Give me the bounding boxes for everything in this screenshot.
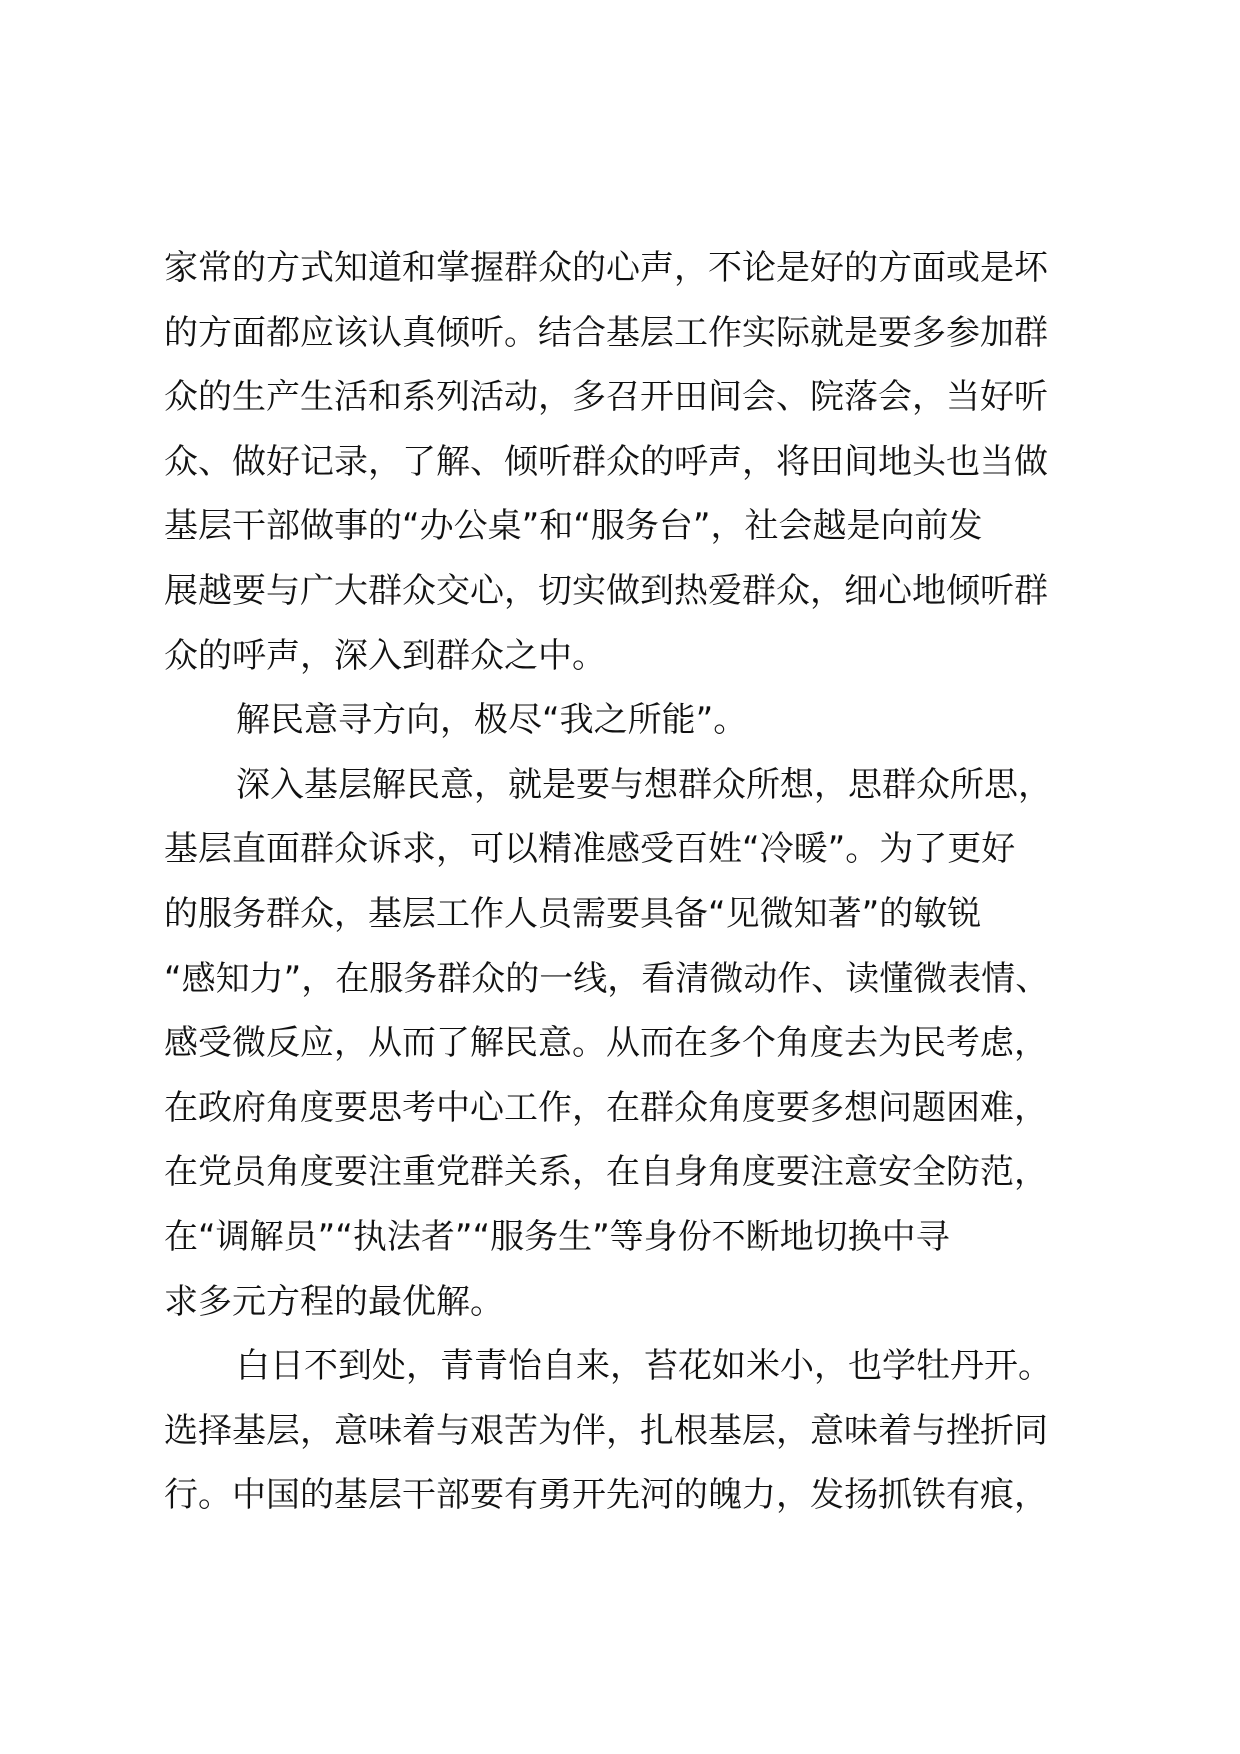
text-line: 选择基层，意味着与艰苦为伴，扎根基层，意味着与挫折同: [164, 1410, 1048, 1451]
text-line: 的方面都应该认真倾听。结合基层工作实际就是要多参加群: [164, 312, 1048, 353]
paragraph-heading: 解民意寻方向，极尽“我之所能”。: [236, 700, 748, 741]
text-line: 求多元方程的最优解。: [164, 1281, 504, 1322]
text-line: 展越要与广大群众交心，切实做到热爱群众，细心地倾听群: [164, 570, 1048, 611]
text-line: 在党员角度要注重党群关系，在自身角度要注意安全防范，: [164, 1152, 1048, 1193]
text-line: 基层干部做事的“办公桌”和“服务台”，社会越是向前发: [164, 506, 983, 547]
text-line: 深入基层解民意，就是要与想群众所想，思群众所思，: [236, 764, 1052, 805]
text-line: “感知力”，在服务群众的一线，看清微动作、读懂微表情、: [164, 958, 1050, 999]
text-line: 在政府角度要思考中心工作，在群众角度要多想问题困难，: [164, 1087, 1048, 1128]
text-line: 白日不到处，青青怡自来，苔花如米小，也学牡丹开。: [236, 1346, 1052, 1387]
text-line: 众的呼声，深入到群众之中。: [164, 635, 606, 676]
text-line: 众的生产生活和系列活动，多召开田间会、院落会，当好听: [164, 377, 1048, 418]
text-line: 感受微反应，从而了解民意。从而在多个角度去为民考虑，: [164, 1023, 1048, 1064]
text-line: 家常的方式知道和掌握群众的心声，不论是好的方面或是坏: [164, 248, 1048, 288]
text-line: 在“调解员”“执法者”“服务生”等身份不断地切换中寻: [164, 1216, 950, 1257]
text-line: 行。中国的基层干部要有勇开先河的魄力，发扬抓铁有痕，: [164, 1475, 1048, 1516]
body-text: [164, 236, 1094, 1528]
text-line: 基层直面群众诉求，可以精准感受百姓“冷暖”。为了更好: [164, 829, 1016, 870]
text-line: 众、做好记录，了解、倾听群众的呼声，将田间地头也当做: [164, 441, 1048, 482]
text-line: 的服务群众，基层工作人员需要具备“见微知著”的敏锐: [164, 893, 982, 934]
